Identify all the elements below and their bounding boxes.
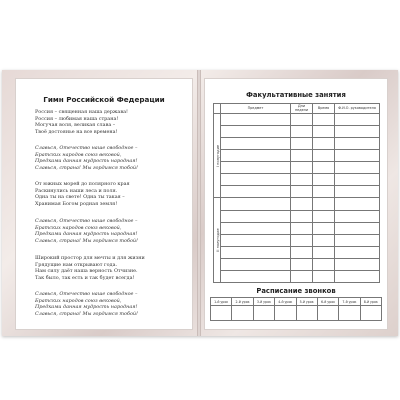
- electives-title: Факультативные занятия: [246, 91, 346, 99]
- table-cell[interactable]: [313, 138, 335, 150]
- stanza-line: Предками данная мудрость народная!: [35, 158, 138, 165]
- stanza-line: Предками данная мудрость народная!: [35, 231, 138, 238]
- column-header-subject: Предмет: [221, 104, 291, 114]
- stanza-line: Одна ты на свете! Одна ты такая –: [35, 194, 125, 201]
- anthem-chorus: [35, 218, 185, 244]
- table-cell[interactable]: [296, 306, 317, 321]
- semester-label: II полугодие: [216, 228, 220, 252]
- table-cell[interactable]: [221, 210, 291, 222]
- table-cell[interactable]: [221, 270, 291, 282]
- stanza-line: Россия – любимая наша страна!: [35, 115, 119, 122]
- bells-table: [210, 297, 382, 321]
- table-row: [214, 126, 380, 138]
- anthem-stanza: [35, 109, 185, 135]
- table-cell[interactable]: [232, 306, 253, 321]
- stanza-line: Раскинулись наши леса и поля.: [35, 187, 118, 194]
- anthem-stanza: [35, 181, 185, 207]
- right-page: [204, 78, 388, 330]
- table-cell[interactable]: [211, 306, 232, 321]
- table-cell[interactable]: [291, 174, 313, 186]
- table-cell[interactable]: [360, 306, 381, 321]
- table-cell[interactable]: [291, 162, 313, 174]
- table-cell[interactable]: [291, 234, 313, 246]
- table-cell[interactable]: [313, 246, 335, 258]
- anthem-chorus: [35, 145, 185, 171]
- table-cell[interactable]: [335, 234, 380, 246]
- stanza-line: От южных морей до полярного края: [35, 181, 130, 187]
- stanza-line: Грядущие нам открывают года.: [35, 261, 118, 268]
- stanza-line: Так было, так есть и так будет всегда!: [35, 274, 135, 281]
- table-row: [214, 162, 380, 174]
- table-row: [214, 246, 380, 258]
- table-row: [211, 306, 382, 321]
- table-row: [214, 234, 380, 246]
- lesson-header: 2-й урок: [232, 298, 253, 306]
- table-cell[interactable]: [313, 234, 335, 246]
- book-spine: [197, 70, 201, 336]
- table-corner-cell: [214, 104, 221, 114]
- lesson-header: 1-й урок: [211, 298, 232, 306]
- table-cell[interactable]: [313, 258, 335, 270]
- table-cell[interactable]: [313, 174, 335, 186]
- electives-table: [213, 103, 380, 283]
- table-cell[interactable]: [291, 186, 313, 198]
- table-cell[interactable]: [291, 150, 313, 162]
- table-cell[interactable]: [313, 114, 335, 126]
- stanza-line: Славься, страна! Мы гордимся тобой!: [35, 164, 139, 171]
- table-row: [214, 210, 380, 222]
- lesson-header: 7-й урок: [339, 298, 360, 306]
- table-cell[interactable]: [291, 138, 313, 150]
- table-cell[interactable]: [335, 114, 380, 126]
- stanza-line: Славься, страна! Мы гордимся тобой!: [35, 237, 139, 244]
- lesson-header: 8-й урок: [360, 298, 381, 306]
- table-row: [214, 198, 380, 210]
- table-header-row: [214, 104, 380, 114]
- table-row: [214, 270, 380, 282]
- table-cell[interactable]: [291, 246, 313, 258]
- table-cell[interactable]: [221, 186, 291, 198]
- stanza-line: Братских народов союз вековой,: [35, 297, 122, 304]
- table-cell[interactable]: [335, 138, 380, 150]
- stanza-line: Славься, страна! Мы гордимся тобой!: [35, 310, 139, 317]
- table-cell[interactable]: [317, 306, 338, 321]
- stanza-line: Славься, Отечество наше свободное –: [35, 291, 138, 297]
- anthem-chorus: [35, 291, 185, 317]
- table-cell[interactable]: [313, 270, 335, 282]
- column-header-weekdays: Дни недели: [291, 104, 313, 114]
- table-cell[interactable]: [335, 186, 380, 198]
- table-cell[interactable]: [313, 198, 335, 210]
- table-cell[interactable]: [335, 126, 380, 138]
- table-cell[interactable]: [313, 162, 335, 174]
- anthem-title: Гимн Российской Федерации: [43, 95, 165, 104]
- table-cell[interactable]: [335, 210, 380, 222]
- table-cell[interactable]: [221, 162, 291, 174]
- table-cell[interactable]: [313, 150, 335, 162]
- table-row: [214, 222, 380, 234]
- table-cell[interactable]: [313, 210, 335, 222]
- diary-spread: [2, 70, 398, 336]
- stanza-line: Славься, Отечество наше свободное –: [35, 218, 138, 224]
- table-cell[interactable]: [291, 222, 313, 234]
- lesson-header: 5-й урок: [296, 298, 317, 306]
- stanza-line: Славься, Отечество наше свободное –: [35, 145, 138, 151]
- table-cell[interactable]: [291, 270, 313, 282]
- table-cell[interactable]: [335, 198, 380, 210]
- column-header-teacher: Ф.И.О. руководителя: [335, 104, 380, 114]
- semester-label: I полугодие: [216, 144, 220, 167]
- left-page: [15, 78, 193, 330]
- table-row: [214, 258, 380, 270]
- anthem-stanza: [35, 255, 185, 281]
- table-cell[interactable]: [291, 126, 313, 138]
- table-cell[interactable]: [221, 198, 291, 210]
- table-cell[interactable]: [313, 126, 335, 138]
- semester-label-cell: [214, 114, 221, 198]
- table-cell[interactable]: [339, 306, 360, 321]
- table-cell[interactable]: [221, 126, 291, 138]
- table-header-row: [211, 298, 382, 306]
- table-cell[interactable]: [221, 246, 291, 258]
- lesson-header: 3-й урок: [253, 298, 274, 306]
- bells-title: Расписание звонков: [256, 287, 336, 295]
- stanza-line: Братских народов союз вековой,: [35, 224, 122, 231]
- table-cell[interactable]: [221, 114, 291, 126]
- table-cell[interactable]: [335, 222, 380, 234]
- table-row: [214, 174, 380, 186]
- lesson-header: 4-й урок: [275, 298, 296, 306]
- stanza-line: Твоё достоянье на все времена!: [35, 128, 118, 135]
- stanza-line: Братских народов союз вековой,: [35, 151, 122, 158]
- table-row: [214, 114, 380, 126]
- table-cell[interactable]: [291, 198, 313, 210]
- table-row: [214, 138, 380, 150]
- table-cell[interactable]: [221, 138, 291, 150]
- table-row: [214, 150, 380, 162]
- stanza-line: Могучая воля, великая слава –: [35, 122, 116, 129]
- table-cell[interactable]: [335, 174, 380, 186]
- stanza-line: Широкий простор для мечты и для жизни: [35, 255, 145, 261]
- stanza-line: Россия – священная наша держава!: [35, 109, 128, 115]
- column-header-time: Время: [313, 104, 335, 114]
- table-cell[interactable]: [221, 174, 291, 186]
- table-cell[interactable]: [253, 306, 274, 321]
- stanza-line: Нам силу даёт наша верность Отчизне.: [35, 268, 138, 275]
- table-cell[interactable]: [313, 222, 335, 234]
- lesson-header: 6-й урок: [317, 298, 338, 306]
- table-cell[interactable]: [291, 114, 313, 126]
- table-cell[interactable]: [335, 150, 380, 162]
- table-cell[interactable]: [335, 270, 380, 282]
- stanza-line: Предками данная мудрость народная!: [35, 304, 138, 311]
- stanza-line: Хранимая Богом родная земля!: [35, 200, 118, 207]
- table-cell[interactable]: [275, 306, 296, 321]
- table-cell[interactable]: [313, 186, 335, 198]
- semester-label-cell: [214, 198, 221, 283]
- table-cell[interactable]: [335, 162, 380, 174]
- table-cell[interactable]: [221, 150, 291, 162]
- table-cell[interactable]: [221, 222, 291, 234]
- table-cell[interactable]: [221, 234, 291, 246]
- table-cell[interactable]: [291, 258, 313, 270]
- table-row: [214, 186, 380, 198]
- table-cell[interactable]: [291, 210, 313, 222]
- table-cell[interactable]: [221, 258, 291, 270]
- table-cell[interactable]: [335, 258, 380, 270]
- table-cell[interactable]: [335, 246, 380, 258]
